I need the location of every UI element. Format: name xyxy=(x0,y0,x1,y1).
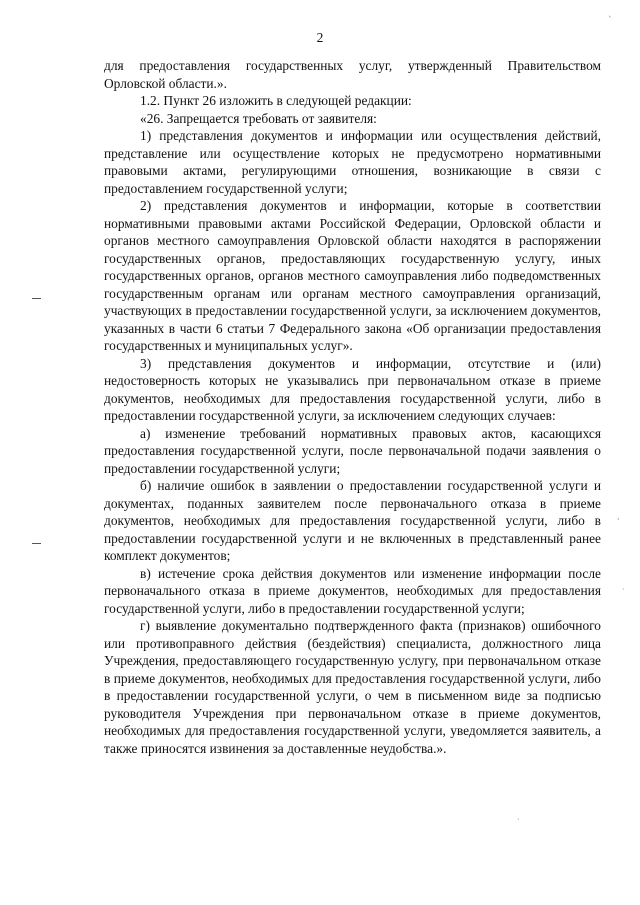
document-body xyxy=(104,57,601,757)
paragraph-case-g: г) выявление документально подтвержденного факта (признаков) ошибочного или противоправного действия (бездействия) специалиста, должностного лица Учреждения, предоставляющего государственную услугу, при первоначальном отказе в приеме документов, необходимых для предоставления государственной услуги, либо в предоставлении государственной услуги, о чем в письменном виде за подписью руководителя Учреждения при первоначальном отказе в приеме документов, необходимых для предоставления государственной услуги, уведомляется заявитель, а также приносятся извинения за доставленные неудобства.». xyxy=(104,618,601,756)
paragraph-subitem-1: 1) представления документов и информации или осуществления действий, представление или осуществление которых не предусмотрено нормативными правовыми актами, регулирующими отношения, возникающие в связи с предоставлением государственной услуги; xyxy=(104,128,601,196)
scan-speck: , xyxy=(617,512,620,521)
page-number: 2 xyxy=(316,30,324,45)
left-margin-mark xyxy=(32,298,41,299)
paragraph-case-b: б) наличие ошибок в заявлении о предоставлении государственной услуги и документах, поданных заявителем после первоначального отказа в приеме документов, необходимых для предоставления государственной услуги, либо в предоставлении государственной услуги и не включенных в представленный ранее комплект документов; xyxy=(104,478,601,563)
paragraph-case-v: в) истечение срока действия документов или изменение информации после первоначального отказа в приеме документов, необходимых для предоставления государственной услуги, либо в предоставлении государственной услуги; xyxy=(104,565,601,616)
left-margin-mark xyxy=(32,543,41,544)
paragraph-case-a: а) изменение требований нормативных правовых актов, касающихся предоставления государственной услуги, после первоначальной подачи заявления о предоставлении государственной услуги; xyxy=(104,425,601,476)
paragraph-continuation: для предоставления государственных услуг, утвержденный Правительством Орловской области.». xyxy=(104,58,601,91)
paragraph-subitem-2: 2) представления документов и информации, которые в соответствии нормативными правовыми актами Российской Федерации, Орловской области и органов местного самоуправления Орловской области находятся в распоряжении государственных органов, предоставляющих государственную услугу, иных государственных органов, органов местного самоуправления либо подведомственных государственным органам или органам местного самоуправления организаций, участвующих в предоставлении государственной услуги, за исключением документов, указанных в части 6 статьи 7 Федерального закона «Об организации предоставления государственных и муниципальных услуг». xyxy=(104,198,601,353)
scan-artifact-mark: ` xyxy=(608,16,613,26)
paragraph-point-26-heading: «26. Запрещается требовать от заявителя: xyxy=(140,110,377,126)
paragraph-item-1-2: 1.2. Пункт 26 изложить в следующей редакции: xyxy=(140,93,412,108)
paragraph-subitem-3: 3) представления документов и информации, отсутствие и (или) недостоверность которых не указывались при первоначальном отказе в приеме документов, необходимых для предоставления государственной услуги, либо в предоставлении государственной услуги, за исключением следующих случаев: xyxy=(104,355,601,423)
scan-speck: · xyxy=(622,585,625,594)
scan-speck: · xyxy=(517,815,520,824)
